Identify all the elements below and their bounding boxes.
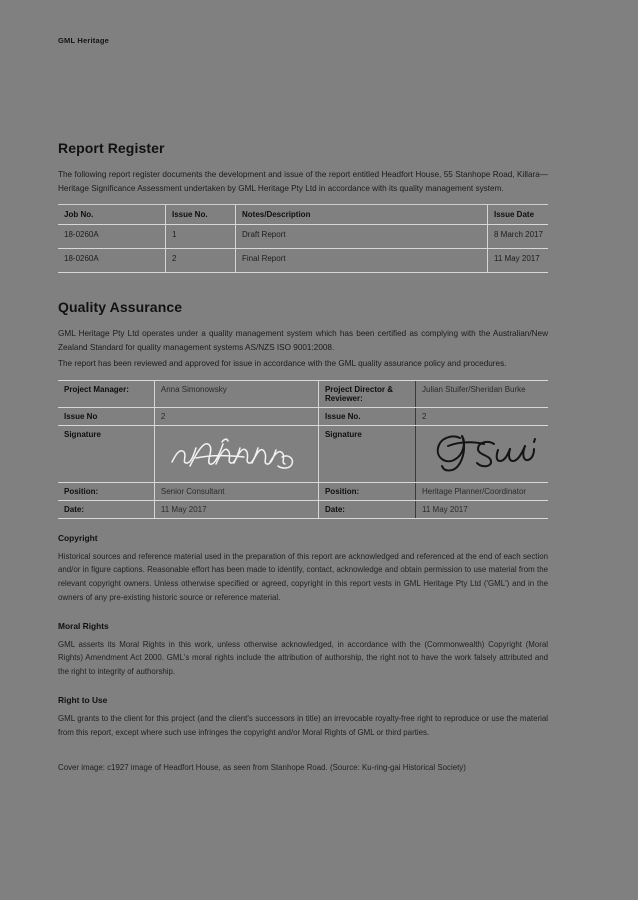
cell-notes: Draft Report xyxy=(236,225,488,249)
label-project-director: Project Director & Reviewer: xyxy=(318,380,415,407)
table-row xyxy=(58,225,548,249)
label-issue-no-right: Issue No. xyxy=(318,407,415,425)
cell-issue-no: 1 xyxy=(166,225,236,249)
signature-left-image xyxy=(161,430,312,474)
right-to-use-heading: Right to Use xyxy=(58,694,108,705)
label-date-right: Date: xyxy=(318,500,415,518)
value-project-director: Julian Stuifer/Sheridan Burke xyxy=(416,380,549,407)
table-header-row xyxy=(58,205,548,225)
label-position-right: Position: xyxy=(318,482,415,500)
signature-right-cell xyxy=(416,425,549,482)
copyright-heading: Copyright xyxy=(58,532,98,543)
table-row-roles xyxy=(58,380,548,407)
value-position-left: Senior Consultant xyxy=(154,482,318,500)
cell-issue-date: 8 March 2017 xyxy=(488,225,549,249)
value-project-manager: Anna Simonowsky xyxy=(154,380,318,407)
cell-job-no: 18-0260A xyxy=(58,225,166,249)
column-header-issue-date: Issue Date xyxy=(488,205,549,225)
table-row xyxy=(58,249,548,273)
copyright-text: Historical sources and reference material used in the preparation of this report are acknowledged and referenced at the end of each section and/or in figure captions. Reasonable effort has been made to identify, contact, acknowledge and obtain permission to use material from the relevant copyright owners. Unless otherwise specified or agreed, copyright in this report vests in GML Heritage Pty Ltd ('GML') and in the owners of any pre-existing historic source or reference material. xyxy=(58,551,548,602)
cell-issue-date: 11 May 2017 xyxy=(488,249,549,273)
moral-rights-text: GML asserts its Moral Rights in this work, unless otherwise acknowledged, in accordance with the (Commonwealth) Copyright (Moral Rights) Amendment Act 2000. GML's moral rights include the attribution of authorship, the right not to have the work falsely attributed and the right to integrity of authorship. xyxy=(58,639,548,677)
quality-assurance-title: Quality Assurance xyxy=(58,299,183,316)
value-issue-no-left: 2 xyxy=(154,407,318,425)
value-date-left: 11 May 2017 xyxy=(154,500,318,518)
label-signature-right: Signature xyxy=(318,425,415,482)
column-header-job-no: Job No. xyxy=(58,205,166,225)
signature-right-image xyxy=(422,430,542,474)
signature-left-cell xyxy=(154,425,318,482)
table-row-issue-no xyxy=(58,407,548,425)
table-row-position xyxy=(58,482,548,500)
label-signature-left: Signature xyxy=(58,425,154,482)
value-date-right: 11 May 2017 xyxy=(416,500,549,518)
running-header: GML Heritage xyxy=(58,36,110,45)
report-register-intro: The following report register documents the development and issue of the report entitled Headfort House, 55 Stanhope Road, Killara—Heritage Significance Assessment undertaken by GML Heritage Pty Ltd in accordance with its quality management system. xyxy=(58,170,548,194)
moral-rights-heading: Moral Rights xyxy=(58,620,109,631)
cell-issue-no: 2 xyxy=(166,249,236,273)
cell-job-no: 18-0260A xyxy=(58,249,166,273)
column-header-issue-no: Issue No. xyxy=(166,205,236,225)
cover-image-caption: Cover image: c1927 image of Headfort House, as seen from Stanhope Road. (Source: Ku-ring-gai Historical Society) xyxy=(58,763,466,773)
cell-notes: Final Report xyxy=(236,249,488,273)
column-header-notes-description: Notes/Description xyxy=(236,205,488,225)
value-position-right: Heritage Planner/Coordinator xyxy=(416,482,549,500)
page-content xyxy=(58,140,548,775)
table-row-signature xyxy=(58,425,548,482)
value-issue-no-right: 2 xyxy=(416,407,549,425)
quality-assurance-table xyxy=(58,380,548,519)
report-register-table xyxy=(58,204,548,273)
report-register-title: Report Register xyxy=(58,140,165,156)
quality-assurance-paragraph-1: GML Heritage Pty Ltd operates under a quality management system which has been certified as complying with the Australian/New Zealand Standard for quality management systems AS/NZS ISO 9001:2008. xyxy=(58,329,548,353)
label-issue-no-left: Issue No xyxy=(58,407,154,425)
label-project-manager: Project Manager: xyxy=(58,380,154,407)
quality-assurance-paragraph-2: The report has been reviewed and approved for issue in accordance with the GML quality assurance policy and procedures. xyxy=(58,359,507,369)
label-date-left: Date: xyxy=(58,500,154,518)
table-row-date xyxy=(58,500,548,518)
right-to-use-text: GML grants to the client for this project (and the client's successors in title) an irrevocable royalty-free right to reproduce or use the material from this report, except where such use infringes the copyright and/or Moral Rights of GML or third parties. xyxy=(58,713,548,737)
label-position-left: Position: xyxy=(58,482,154,500)
